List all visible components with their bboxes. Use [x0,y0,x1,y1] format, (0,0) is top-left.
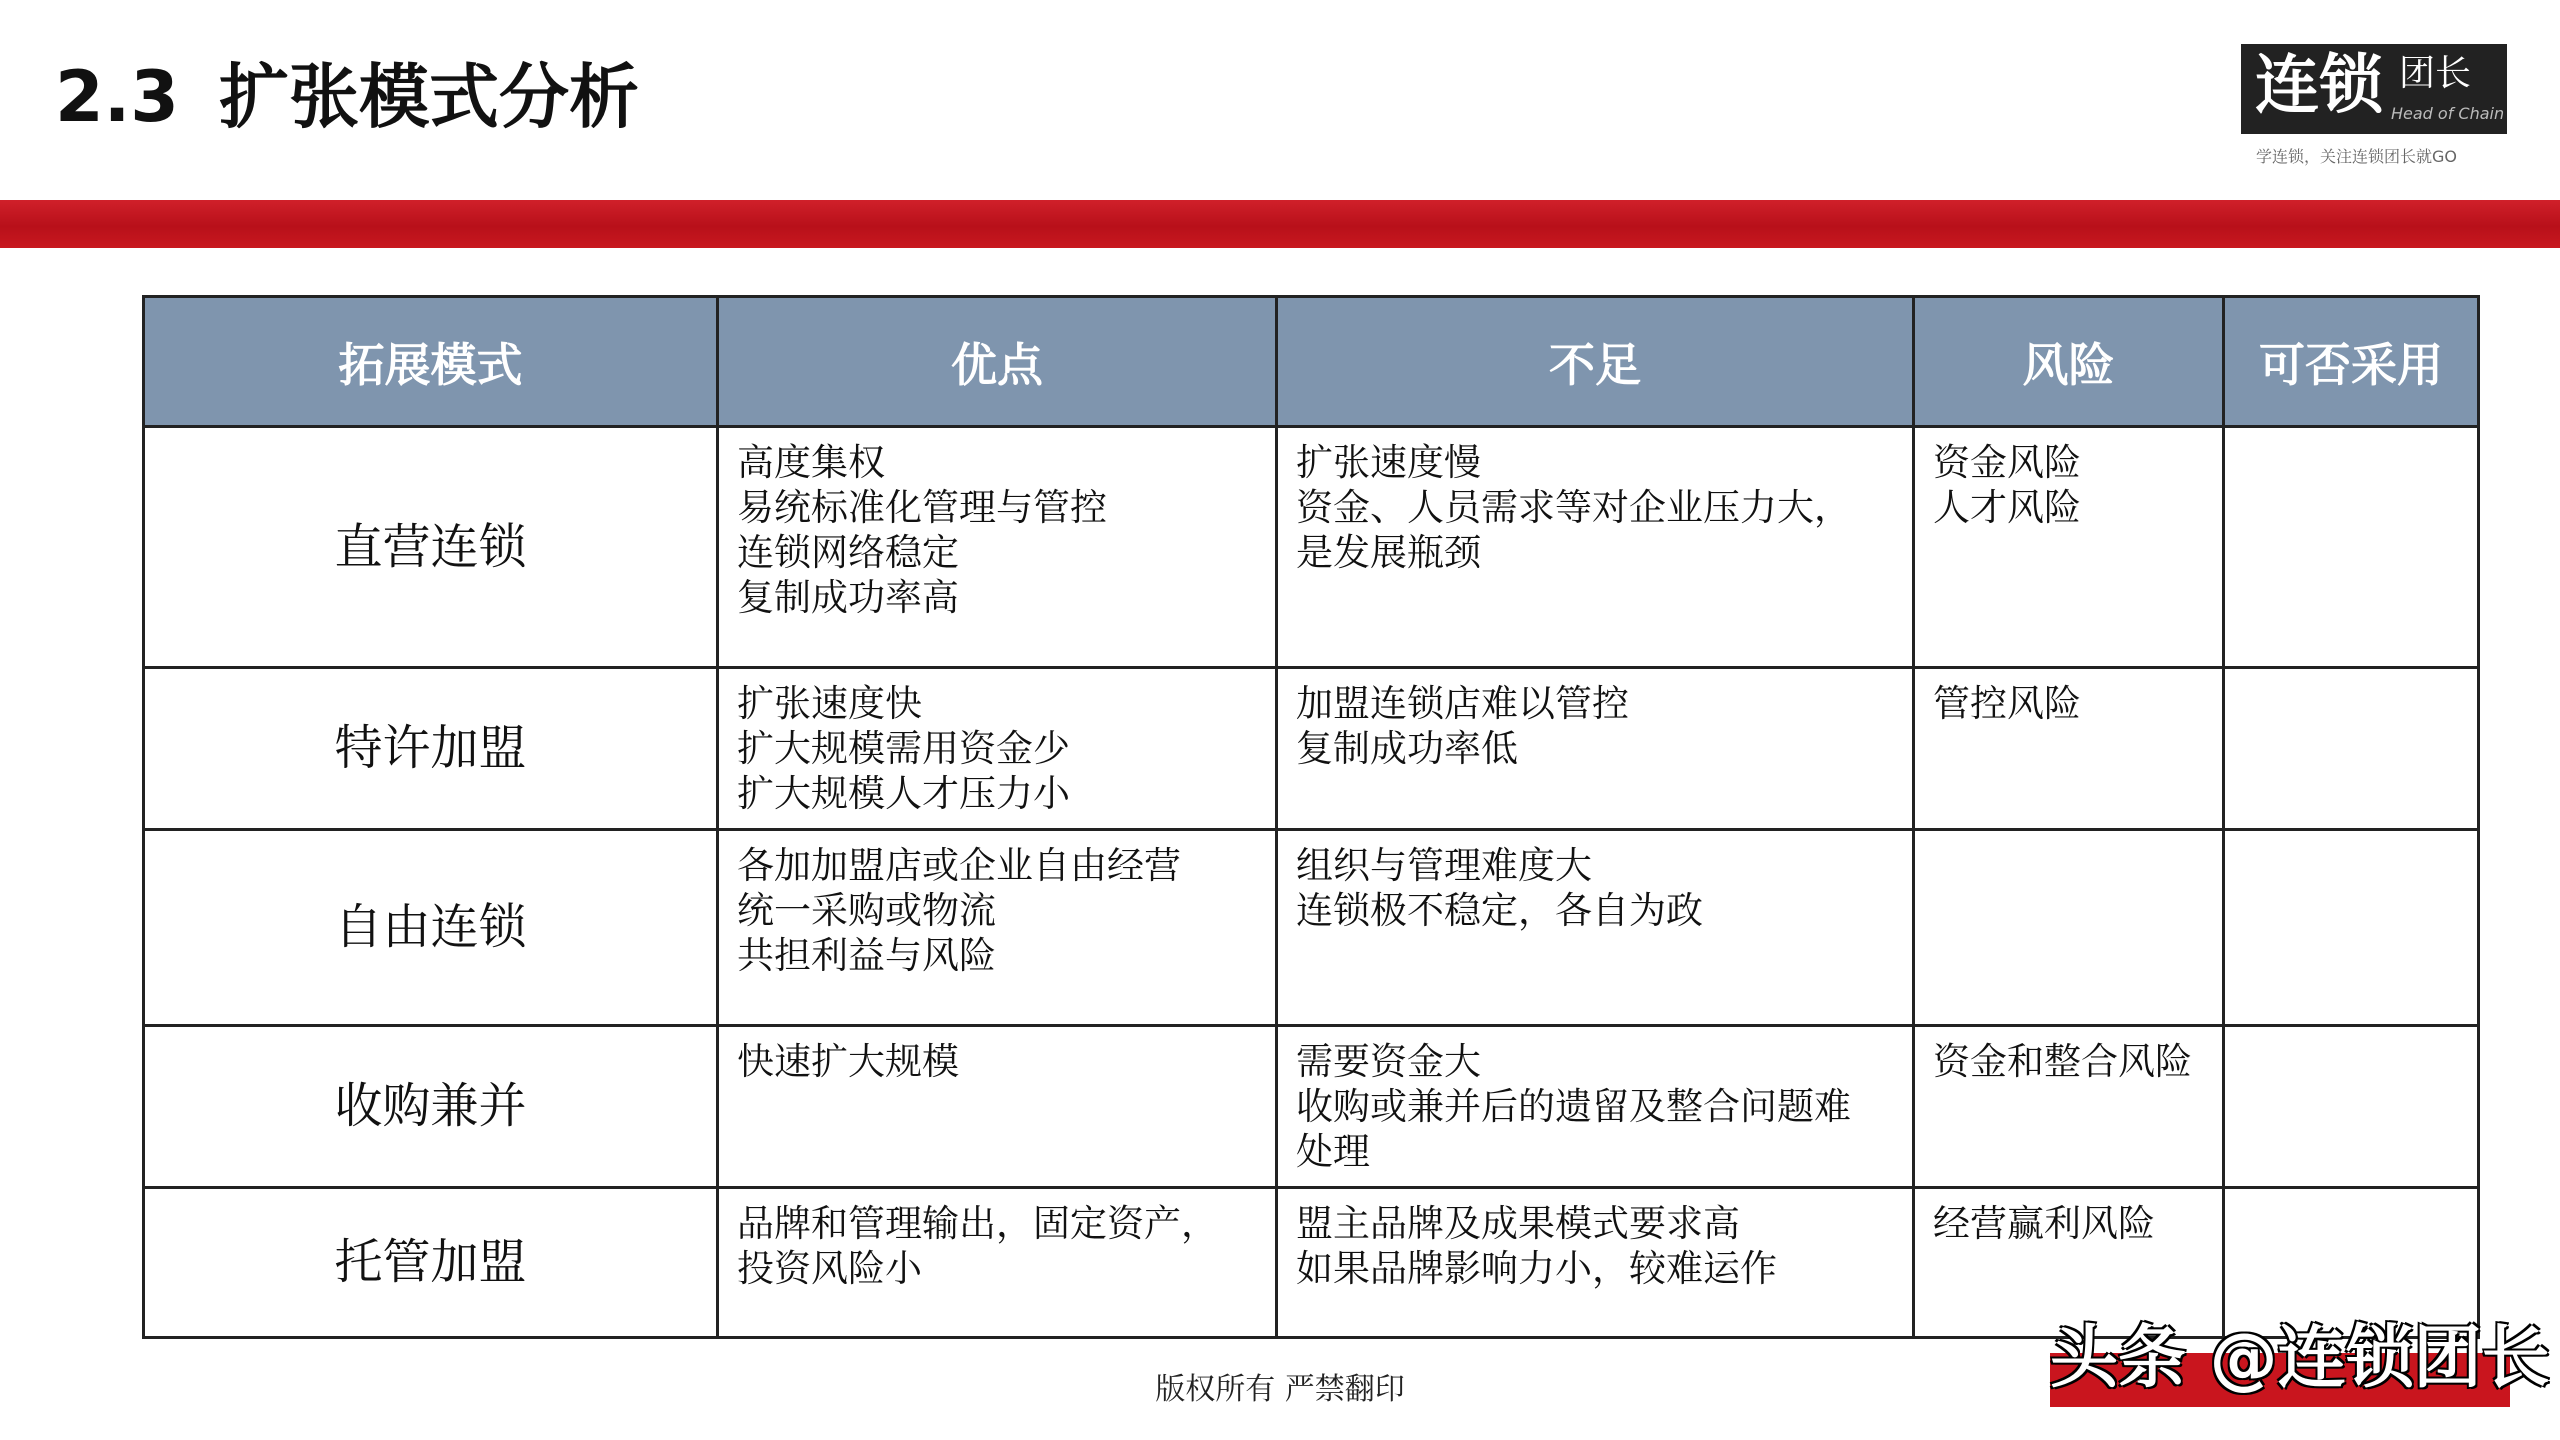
cell-cons [1277,668,1914,830]
pros-line: 共担利益与风险 [737,934,996,977]
expansion-mode-table [142,295,2480,1339]
logo-english-text: Head of Chain [2391,104,2505,123]
cons-line: 加盟连锁店难以管控 [1296,682,1629,725]
cell-adopt [2224,668,2479,830]
cell-pros [718,427,1277,668]
cons-line: 盟主品牌及成果模式要求高 [1296,1202,1740,1245]
pros-line: 快速扩大规模 [737,1040,959,1083]
cell-cons [1277,1026,1914,1188]
risk-line: 资金和整合风险 [1933,1040,2192,1083]
pros-line: 投资风险小 [737,1247,922,1290]
header-risks: 风险 [1914,297,2224,427]
logo-tagline: 学连锁，关注连锁团长就GO [2256,147,2457,166]
cons-line: 需要资金大 [1296,1040,1481,1083]
cons-line: 是发展瓶颈 [1296,531,1481,574]
table-row [144,1026,2479,1188]
pros-line: 连锁网络稳定 [737,531,959,574]
pros-line: 扩大规模人才压力小 [737,772,1070,815]
cell-risks [1914,668,2224,830]
table-row [144,668,2479,830]
header-mode: 拓展模式 [144,297,718,427]
risk-line: 人才风险 [1933,486,2081,529]
header-cons: 不足 [1277,297,1914,427]
pros-line: 易统标准化管理与管控 [737,486,1107,529]
pros-line: 扩张速度快 [737,682,922,725]
cons-line: 扩张速度慢 [1296,441,1481,484]
cons-line: 收购或兼并后的遗留及整合问题难 [1296,1085,1851,1128]
platform-watermark [2050,1319,2550,1410]
cell-risks [1914,1188,2224,1338]
logo-secondary-text: 团长 [2399,53,2472,94]
risk-line: 经营赢利风险 [1933,1202,2155,1245]
copyright-notice: 版权所有 严禁翻印 [1155,1372,1405,1407]
cell-adopt [2224,427,2479,668]
section-number: 2.3 [55,56,180,138]
watermark-text: 头条 @连锁团长 [2050,1319,2550,1398]
cell-pros [718,830,1277,1026]
brand-logo [2241,44,2507,134]
cons-line: 组织与管理难度大 [1296,844,1592,887]
cell-pros [718,1026,1277,1188]
cell-pros [718,668,1277,830]
cell-mode: 直营连锁 [144,427,718,668]
pros-line: 复制成功率高 [737,576,959,619]
cell-pros [718,1188,1277,1338]
cell-mode: 自由连锁 [144,830,718,1026]
cons-line: 如果品牌影响力小，较难运作 [1296,1247,1777,1290]
page-title [55,56,640,138]
cell-adopt [2224,830,2479,1026]
header-divider-band [0,200,2560,248]
cell-risks [1914,427,2224,668]
cell-adopt [2224,1026,2479,1188]
title-text: 扩张模式分析 [219,56,640,138]
header-adopt: 可否采用 [2224,297,2479,427]
header-pros: 优点 [718,297,1277,427]
pros-line: 各加加盟店或企业自由经营 [737,844,1181,887]
table-row [144,830,2479,1026]
cell-mode: 收购兼并 [144,1026,718,1188]
cell-risks [1914,830,2224,1026]
cons-line: 处理 [1296,1130,1370,1173]
pros-line: 扩大规模需用资金少 [737,727,1070,770]
risk-line: 资金风险 [1933,441,2081,484]
cell-cons [1277,830,1914,1026]
pros-line: 高度集权 [737,441,885,484]
logo-main-text: 连锁 [2255,49,2383,123]
pros-line: 统一采购或物流 [737,889,996,932]
cons-line: 复制成功率低 [1296,727,1518,770]
table-header-row [144,297,2479,427]
cell-adopt [2224,1188,2479,1338]
table-row [144,427,2479,668]
cons-line: 连锁极不稳定，各自为政 [1296,889,1703,932]
table-row [144,1188,2479,1338]
cell-cons [1277,427,1914,668]
cell-mode: 特许加盟 [144,668,718,830]
risk-line: 管控风险 [1933,682,2081,725]
cell-mode: 托管加盟 [144,1188,718,1338]
cell-risks [1914,1026,2224,1188]
pros-line: 品牌和管理输出，固定资产， [737,1202,1218,1245]
cons-line: 资金、人员需求等对企业压力大， [1296,486,1851,529]
cell-cons [1277,1188,1914,1338]
